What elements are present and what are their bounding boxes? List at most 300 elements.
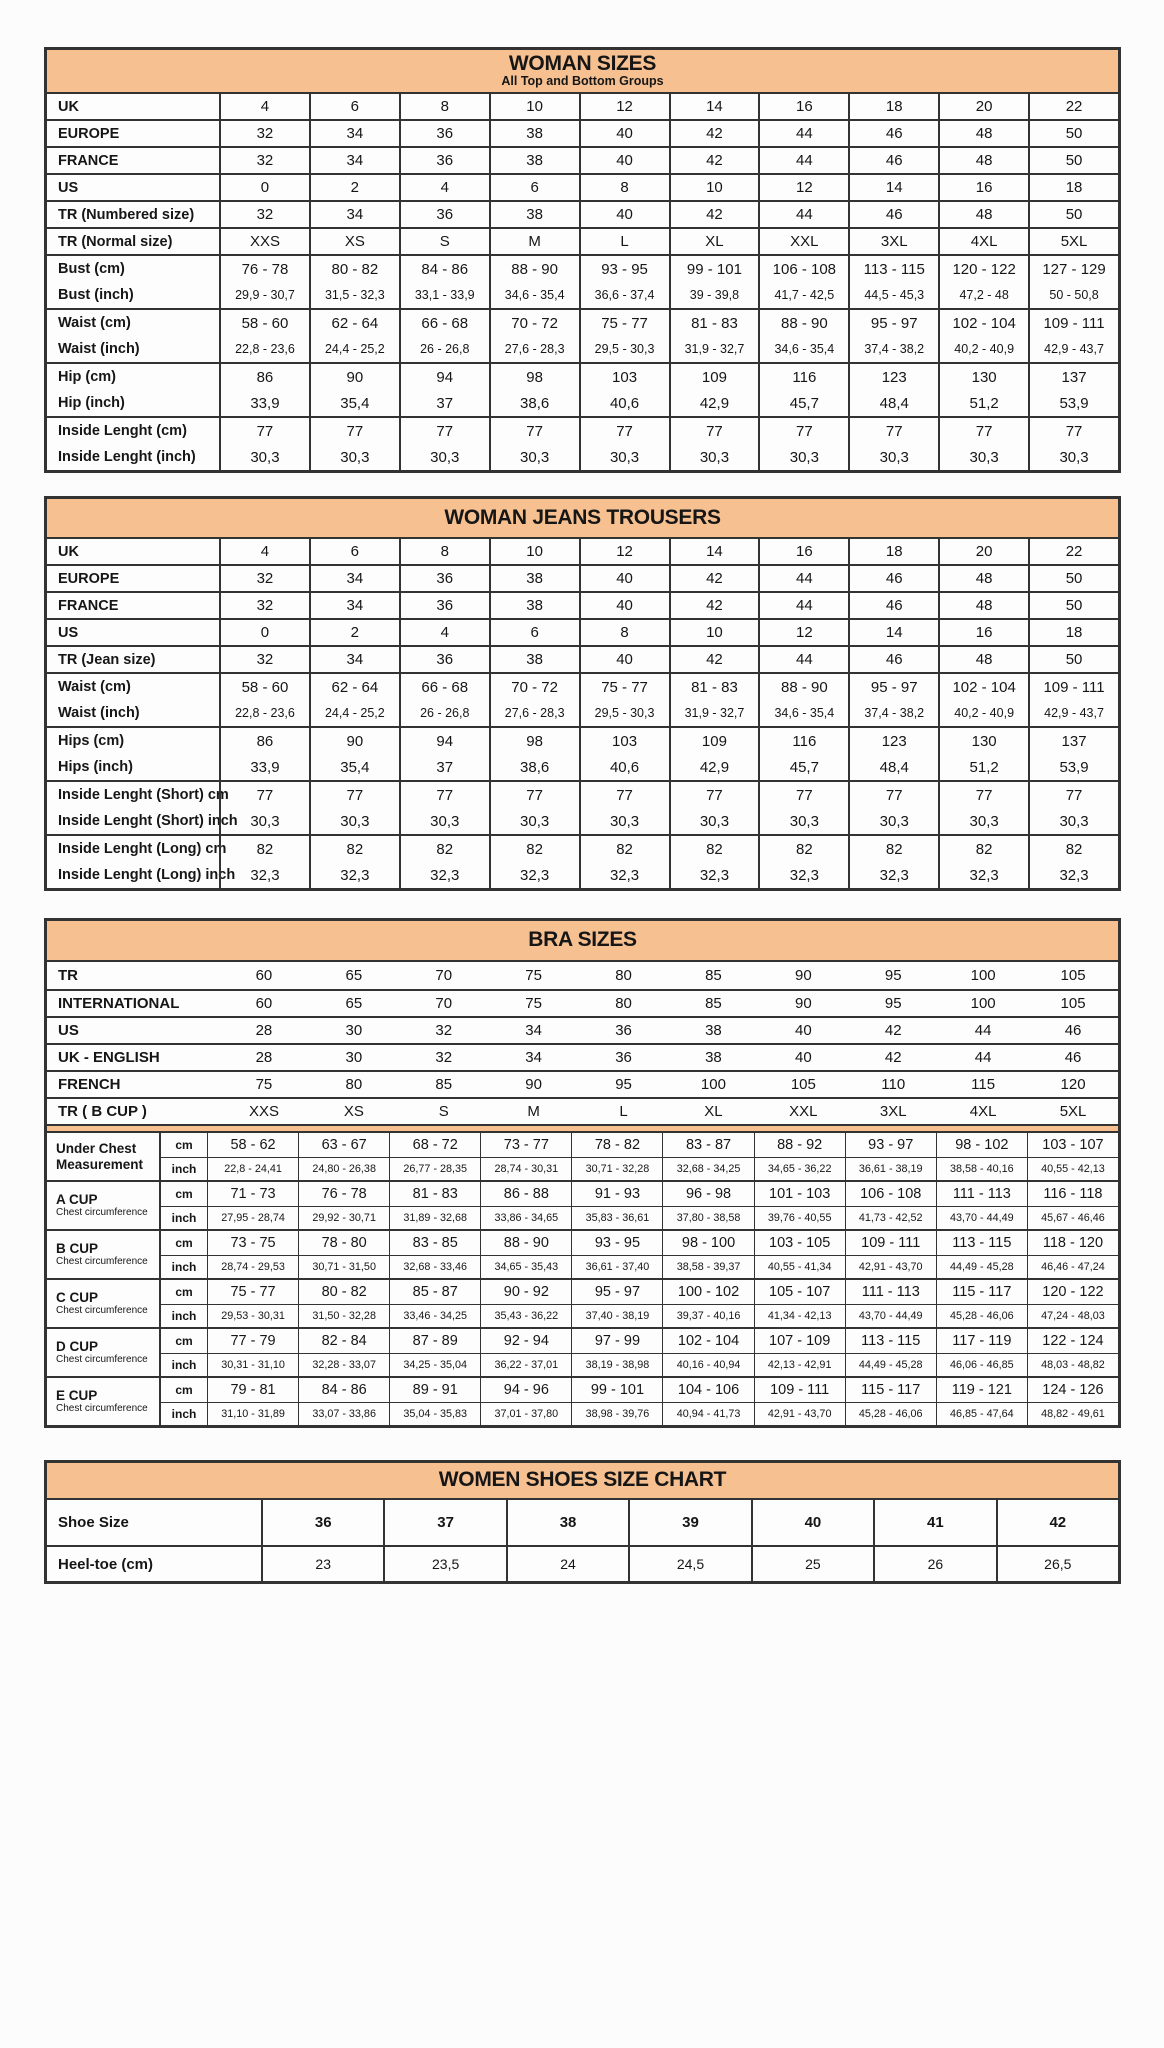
size-value: 34 [309,148,399,173]
size-value: 50 [1028,202,1118,227]
size-value: 82 [399,836,489,862]
size-value: M [527,1103,540,1120]
row-label: Bust (cm) [58,261,125,277]
row-group [47,539,1118,564]
size-value: 3XL [879,1103,907,1120]
row-group [47,416,1118,470]
size-value-inch: 48,82 - 49,61 [1027,1402,1118,1426]
row-label: Hips (cm) [58,733,125,749]
size-value: 30,3 [848,444,938,470]
woman-jeans-body [47,539,1118,888]
size-value: 44 [758,647,848,672]
size-value-inch: 43,70 - 44,49 [845,1304,936,1328]
size-value-cm: 115 - 117 [936,1280,1027,1304]
size-value: 41,7 - 42,5 [758,282,848,308]
size-value-inch: 30,31 - 31,10 [207,1353,298,1377]
row-label: Waist (cm) [58,679,131,695]
size-value: 32 [219,148,309,173]
woman-sizes-title: WOMAN SIZES [508,52,657,76]
size-value: 99 - 101 [669,256,759,282]
size-value: 42,9 - 43,7 [1028,700,1118,726]
size-value: 48,4 [848,754,938,780]
size-value: 105 [1060,995,1086,1012]
size-value: 18 [848,94,938,119]
row-group [47,308,1118,362]
size-value: 103 [579,364,669,390]
size-value: 4 [399,620,489,645]
cup-sublabel: Chest circumference [56,1403,148,1415]
size-value-cm: 77 - 79 [207,1329,298,1353]
size-value-inch: 40,55 - 42,13 [1027,1157,1118,1181]
size-value: 86 [219,728,309,754]
size-value: 35,4 [309,390,399,416]
size-value: 39 - 39,8 [669,282,759,308]
row-label: US [58,1022,79,1039]
size-value-inch: 35,83 - 36,61 [571,1206,662,1230]
size-value: 40,2 - 40,9 [938,336,1028,362]
size-value-inch: 40,55 - 41,34 [754,1255,845,1279]
size-value: 48 [938,121,1028,146]
size-value-inch: 32,68 - 34,25 [662,1157,753,1181]
cup-name: B CUP [56,1240,99,1256]
size-value: 38 [489,566,579,591]
size-value: 82 [309,836,399,862]
size-value: 48,4 [848,390,938,416]
size-value-inch: 34,65 - 35,43 [480,1255,571,1279]
size-value: 29,9 - 30,7 [219,282,309,308]
size-value: L [619,1103,628,1120]
size-value: 62 - 64 [309,310,399,336]
size-value-cm: 107 - 109 [754,1329,845,1353]
row-label: Waist (cm) [58,315,131,331]
size-value: 3XL [848,229,938,254]
size-value: 77 [1028,418,1118,444]
size-value-inch: 45,28 - 46,06 [845,1402,936,1426]
size-value: 28 [255,1022,273,1039]
size-value: 20 [938,94,1028,119]
size-value-inch: 31,50 - 32,28 [298,1304,389,1328]
row-group [47,227,1118,254]
size-value: 33,9 [219,754,309,780]
size-value-inch: 46,46 - 47,24 [1027,1255,1118,1279]
size-value-inch: 31,89 - 32,68 [389,1206,480,1230]
women-shoes-header [47,1463,1118,1500]
size-value: 5XL [1028,229,1118,254]
size-value: 77 [489,782,579,808]
size-value-cm: 111 - 113 [936,1182,1027,1206]
size-value: 98 [489,728,579,754]
size-value-inch: 29,92 - 30,71 [298,1206,389,1230]
size-value: 14 [669,94,759,119]
size-value: 77 [399,782,489,808]
size-value-cm: 119 - 121 [936,1378,1027,1402]
row-label: UK [58,98,79,115]
size-value: 32,3 [938,862,1028,888]
bra-sizes-title: BRA SIZES [528,928,637,952]
size-value-inch: 32,28 - 33,07 [298,1353,389,1377]
size-value-cm: 117 - 119 [936,1329,1027,1353]
cup-group [47,1133,1118,1180]
size-value: 34,6 - 35,4 [489,282,579,308]
size-value: 32,3 [579,862,669,888]
size-value-cm: 76 - 78 [298,1182,389,1206]
size-value: 46 [848,202,938,227]
unit-label-inch: inch [159,1157,207,1181]
size-value: 86 [219,364,309,390]
table-row [47,782,1118,808]
size-value: XXS [248,1103,279,1120]
size-value: 33,1 - 33,9 [399,282,489,308]
table-row [47,148,1118,173]
size-value: 30,3 [1028,808,1118,834]
cup-group [47,1376,1118,1425]
size-value: 42 [884,1049,902,1066]
size-value-cm: 80 - 82 [298,1280,389,1304]
size-value: 46 [848,121,938,146]
row-group [47,672,1118,726]
table-row [47,862,1118,888]
size-value: 32,3 [219,862,309,888]
size-value: 36 [399,148,489,173]
cup-label [47,1231,159,1278]
size-value: 123 [848,728,938,754]
unit-label-inch: inch [159,1353,207,1377]
size-value: 12 [579,539,669,564]
table-row [47,647,1118,672]
size-value: 42,9 [669,390,759,416]
size-value: 94 [399,364,489,390]
size-value-cm: 111 - 113 [845,1280,936,1304]
size-value: 35,4 [309,754,399,780]
size-value: 75 [525,995,542,1012]
size-value: 40 [795,1049,812,1066]
size-value: 50 [1028,148,1118,173]
size-value-cm: 100 - 102 [662,1280,753,1304]
size-value: 42 [996,1500,1118,1545]
size-value: 34,6 - 35,4 [758,336,848,362]
size-value-cm: 58 - 62 [207,1133,298,1157]
size-value-cm: 68 - 72 [389,1133,480,1157]
row-label: TR ( B CUP ) [58,1103,147,1120]
size-value: 31,5 - 32,3 [309,282,399,308]
unit-label-inch: inch [159,1402,207,1426]
table-row [47,444,1118,470]
size-value: 109 - 111 [1028,674,1118,700]
row-label: FRANCE [58,152,119,169]
woman-sizes-subtitle: All Top and Bottom Groups [501,74,664,89]
bra-simple-rows [47,962,1118,1124]
size-value: 6 [309,94,399,119]
size-value: 14 [848,620,938,645]
size-value-cm: 103 - 105 [754,1231,845,1255]
size-value: 37 [399,754,489,780]
size-value: 30,3 [489,808,579,834]
size-value: 27,6 - 28,3 [489,336,579,362]
unit-label-cm: cm [159,1231,207,1255]
cup-sublabel: Chest circumference [56,1354,148,1366]
size-value: 77 [848,418,938,444]
size-value: 127 - 129 [1028,256,1118,282]
size-value: 36 [261,1500,383,1545]
size-value: 4 [219,94,309,119]
size-value-inch: 45,28 - 46,06 [936,1304,1027,1328]
size-value: 48 [938,202,1028,227]
size-value: 77 [669,418,759,444]
size-value: 115 [971,1076,996,1093]
table-row [47,962,1118,989]
size-value: 0 [219,175,309,200]
bra-sizes-header [47,921,1118,962]
size-value: 32,3 [309,862,399,888]
size-value: 66 - 68 [399,310,489,336]
table-row [47,1500,1118,1545]
size-value-cm: 94 - 96 [480,1378,571,1402]
size-value-cm: 122 - 124 [1027,1329,1118,1353]
size-value-cm: 79 - 81 [207,1378,298,1402]
size-value: 102 - 104 [938,310,1028,336]
size-value-inch: 26,77 - 28,35 [389,1157,480,1181]
size-value-inch: 37,01 - 37,80 [480,1402,571,1426]
size-value-inch: 39,76 - 40,55 [754,1206,845,1230]
size-value: 75 - 77 [579,310,669,336]
size-value: 77 [219,782,309,808]
table-row [47,364,1118,390]
size-value: 130 [938,364,1028,390]
size-value: 16 [758,94,848,119]
size-value-inch: 33,07 - 33,86 [298,1402,389,1426]
size-value: 90 [795,967,812,984]
size-value: 100 [700,1076,726,1093]
size-value: 12 [758,620,848,645]
size-value-cm: 96 - 98 [662,1182,753,1206]
table-row [47,728,1118,754]
size-value: 75 [255,1076,273,1093]
size-value: 77 [848,782,938,808]
size-value: 26,5 [996,1547,1118,1581]
table-row [47,336,1118,362]
size-value: 116 [758,728,848,754]
size-value: 34 [525,1049,542,1066]
size-value: 38,6 [489,390,579,416]
size-value-cm: 63 - 67 [298,1133,389,1157]
size-value: 113 - 115 [848,256,938,282]
row-label: Inside Lenght (Short) inch [58,813,238,829]
table-row [47,700,1118,726]
row-group [47,780,1118,834]
size-value-inch: 43,70 - 44,49 [936,1206,1027,1230]
row-label: EUROPE [58,125,120,142]
size-value-cm: 113 - 115 [845,1329,936,1353]
size-value: 95 [884,995,902,1012]
size-value: 8 [579,620,669,645]
size-value: 30,3 [489,444,579,470]
size-value: 42 [669,202,759,227]
size-value: 5XL [1059,1103,1087,1120]
size-value: 26 [873,1547,995,1581]
size-value: 120 - 122 [938,256,1028,282]
size-value: 27,6 - 28,3 [489,700,579,726]
size-value: 100 [970,995,996,1012]
size-value-cm: 93 - 95 [571,1231,662,1255]
size-value-inch: 40,94 - 41,73 [662,1402,753,1426]
size-value: 36 [615,1022,632,1039]
row-label: TR [58,967,78,984]
woman-sizes-header [47,50,1118,94]
size-value: 38 [489,148,579,173]
size-value: 4XL [938,229,1028,254]
size-value: 82 [219,836,309,862]
bra-cup-grid [47,1133,1118,1425]
row-label: FRENCH [58,1076,121,1093]
size-value-inch: 28,74 - 30,31 [480,1157,571,1181]
size-value-cm: 78 - 80 [298,1231,389,1255]
size-value-inch: 24,80 - 26,38 [298,1157,389,1181]
size-value: 36 [399,647,489,672]
size-value: 82 [579,836,669,862]
size-value-cm: 109 - 111 [845,1231,936,1255]
size-value-cm: 99 - 101 [571,1378,662,1402]
size-value: 30,3 [309,808,399,834]
size-value: 8 [399,539,489,564]
size-value: 50 [1028,121,1118,146]
size-value: 0 [219,620,309,645]
size-value: 40 [751,1500,873,1545]
table-row [47,256,1118,282]
table-row [47,754,1118,780]
size-value: 30,3 [669,444,759,470]
size-value: 32 [219,593,309,618]
size-value: 81 - 83 [669,310,759,336]
table-row [47,1043,1118,1070]
size-value: 6 [309,539,399,564]
table-row [47,175,1118,200]
unit-label-cm: cm [159,1378,207,1402]
size-value: 41 [873,1500,995,1545]
size-value: 120 [1060,1076,1086,1093]
size-value: 46 [848,647,938,672]
size-value: 95 [884,967,902,984]
size-value-cm: 73 - 77 [480,1133,571,1157]
size-value: 40,6 [579,390,669,416]
size-value-cm: 106 - 108 [845,1182,936,1206]
size-value: 46 [848,148,938,173]
size-value: 77 [309,782,399,808]
table-row [47,121,1118,146]
size-value: 32 [219,647,309,672]
size-value: 62 - 64 [309,674,399,700]
size-value: 32,3 [758,862,848,888]
size-value: 65 [345,995,363,1012]
size-value: 10 [669,175,759,200]
size-value-cm: 115 - 117 [845,1378,936,1402]
size-value-cm: 78 - 82 [571,1133,662,1157]
size-value: 30,3 [848,808,938,834]
size-value-inch: 28,74 - 29,53 [207,1255,298,1279]
size-value: 88 - 90 [758,674,848,700]
size-value: 66 - 68 [399,674,489,700]
size-value-inch: 47,24 - 48,03 [1027,1304,1118,1328]
size-value-cm: 75 - 77 [207,1280,298,1304]
size-value: 30,3 [399,444,489,470]
cup-label [47,1329,159,1376]
cup-name: C CUP [56,1289,99,1305]
size-value: 58 - 60 [219,310,309,336]
size-value: 51,2 [938,390,1028,416]
size-value-cm: 101 - 103 [754,1182,845,1206]
size-value-cm: 88 - 90 [480,1231,571,1255]
size-value: 44 [758,593,848,618]
size-value: 77 [669,782,759,808]
size-value: 36 [399,121,489,146]
size-value: 109 - 111 [1028,310,1118,336]
size-value-cm: 102 - 104 [662,1329,753,1353]
size-value: XXL [789,1103,818,1120]
size-value: 80 - 82 [309,256,399,282]
size-value: 90 [309,728,399,754]
size-value: 30,3 [938,808,1028,834]
size-value: XS [343,1103,364,1120]
table-row [47,310,1118,336]
size-value: 42 [669,593,759,618]
size-value: 22,8 - 23,6 [219,700,309,726]
women-shoes-table [44,1460,1121,1584]
size-value-cm: 92 - 94 [480,1329,571,1353]
size-value: 75 [525,967,542,984]
table-row [47,1016,1118,1043]
row-label: US [58,179,79,196]
size-value: 130 [938,728,1028,754]
size-value-inch: 41,73 - 42,52 [845,1206,936,1230]
cup-label [47,1182,159,1229]
bra-divider [47,1124,1118,1133]
size-value-cm: 86 - 88 [480,1182,571,1206]
size-value: 30 [345,1022,363,1039]
size-value: 23,5 [383,1547,505,1581]
size-value-cm: 104 - 106 [662,1378,753,1402]
size-value-cm: 71 - 73 [207,1182,298,1206]
size-value: 77 [579,418,669,444]
size-value: 109 [669,728,759,754]
size-value: 80 [345,1076,363,1093]
size-value: 116 [758,364,848,390]
size-value: 100 [970,967,996,984]
size-value: 42 [884,1022,902,1039]
size-value: 47,2 - 48 [938,282,1028,308]
size-value: 93 - 95 [579,256,669,282]
size-value: 25 [751,1547,873,1581]
row-label: EUROPE [58,570,120,587]
size-value: XXS [219,229,309,254]
size-value-inch: 46,06 - 46,85 [936,1353,1027,1377]
size-value-inch: 41,34 - 42,13 [754,1304,845,1328]
size-value: 29,5 - 30,3 [579,700,669,726]
size-value-inch: 36,61 - 37,40 [571,1255,662,1279]
size-value: 88 - 90 [489,256,579,282]
size-value: 14 [669,539,759,564]
size-value: 30,3 [758,444,848,470]
size-value: 70 - 72 [489,674,579,700]
row-label: Inside Lenght (Long) inch [58,867,236,883]
size-value-inch: 35,04 - 35,83 [389,1402,480,1426]
size-value-inch: 32,68 - 33,46 [389,1255,480,1279]
size-value: 77 [489,418,579,444]
size-value: 18 [1028,175,1118,200]
size-value: 48 [938,148,1028,173]
row-group [47,834,1118,888]
size-value: 95 - 97 [848,310,938,336]
size-value: 34 [309,202,399,227]
size-value: 77 [309,418,399,444]
